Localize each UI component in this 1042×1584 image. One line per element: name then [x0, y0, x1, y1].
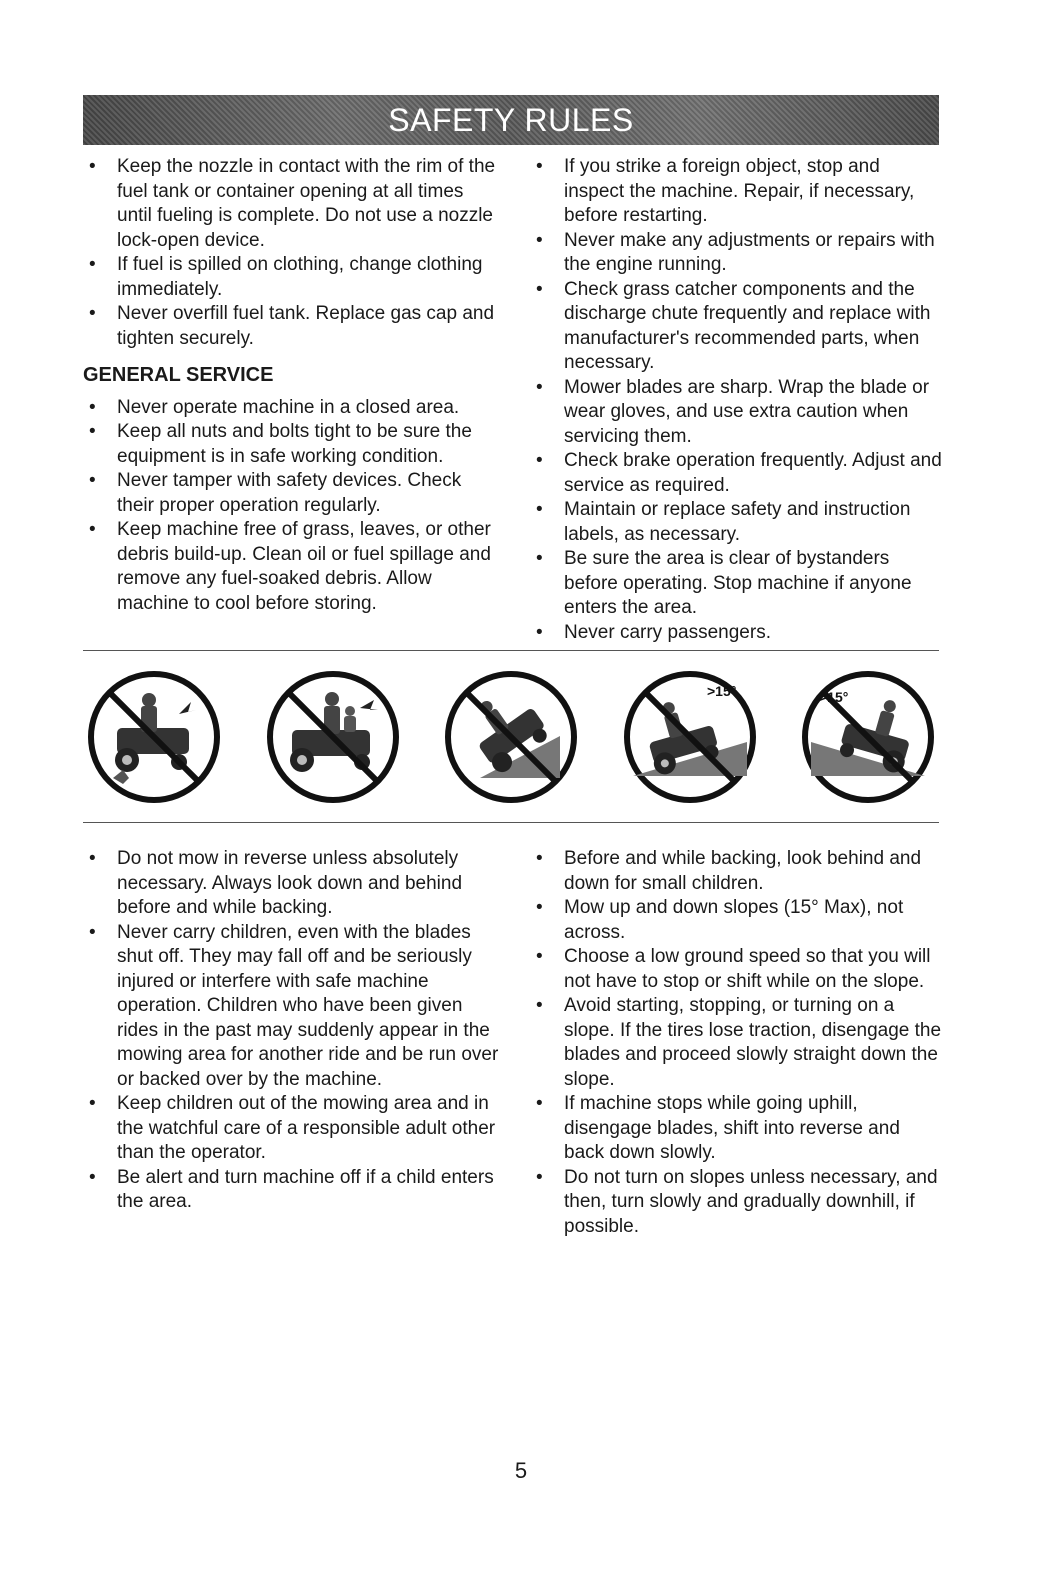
bullet: • — [89, 921, 96, 943]
list-item: • If you strike a foreign object, stop and inspect the machine. Repair, if necessary, before restarting. — [536, 156, 915, 226]
safety-rules-banner — [83, 95, 939, 145]
bullet: • — [536, 229, 543, 251]
divider-bottom — [83, 822, 939, 823]
slope-safety-list — [530, 847, 944, 1239]
banner-title: SAFETY RULES — [388, 101, 634, 138]
no-children-passengers-icon — [262, 666, 404, 808]
bullet: • — [89, 470, 96, 491]
bullet: • — [536, 995, 543, 1016]
bullet: • — [89, 1166, 96, 1188]
list-item: • Be sure the area is clear of bystanders before operating. Stop machine if anyone enters the area. — [536, 548, 912, 618]
slope-down-over-15-icon — [797, 666, 939, 808]
list-item: • Check grass catcher components and the discharge chute frequently and replace with manufacturer's recommended parts, when necessary. — [536, 278, 931, 373]
list-item: • If fuel is spilled on clothing, change clothing immediately. — [89, 254, 483, 300]
no-reverse-mowing-over-child-icon — [83, 666, 225, 808]
children-safety-list — [83, 847, 503, 1215]
bullet: • — [536, 1166, 543, 1188]
bullet: • — [89, 421, 96, 442]
bullet: • — [536, 897, 543, 918]
slope-up-over-15-icon — [619, 666, 761, 808]
bullet: • — [89, 519, 96, 540]
list-item: • Keep machine free of grass, leaves, or other debris build-up. Clean oil or fuel spillage and remove any fuel-soaked debris. Allow machine to cool before storing. — [89, 519, 491, 614]
bullet: • — [536, 946, 543, 967]
bullet: • — [536, 621, 543, 643]
list-item: • Do not turn on slopes unless necessary, and then, turn slowly and gradually downhill, if possible. — [536, 1166, 938, 1237]
angle-label: >15° — [706, 683, 736, 699]
list-item: • Mower blades are sharp. Wrap the blade or wear gloves, and use extra caution when servicing them. — [536, 376, 930, 447]
bullet: • — [89, 848, 96, 869]
list-item: • Keep children out of the mowing area and in the watchful care of a responsible adult other than the operator. — [89, 1093, 496, 1163]
bullet: • — [536, 376, 543, 398]
bullet: • — [89, 396, 96, 418]
left-column-top — [83, 155, 503, 616]
list-item: • Never make any adjustments or repairs with the engine running. — [536, 229, 935, 275]
angle-label: >15° — [819, 689, 849, 705]
divider-top — [83, 650, 939, 651]
bullet: • — [89, 1093, 96, 1114]
list-item: • Keep all nuts and bolts tight to be sure the equipment is in safe working condition. — [89, 421, 472, 467]
list-item: • Be alert and turn machine off if a child enters the area. — [89, 1166, 494, 1212]
list-item: • Never overfill fuel tank. Replace gas cap and tighten securely. — [89, 303, 495, 349]
list-item: • Never tamper with safety devices. Check their proper operation regularly. — [89, 470, 462, 516]
list-item: • Before and while backing, look behind and down for small children. — [536, 848, 922, 894]
bullet: • — [536, 1093, 543, 1114]
list-item: • Do not mow in reverse unless absolutely necessary. Always look down and behind before and while backing. — [89, 848, 463, 918]
list-item: • Maintain or replace safety and instruction labels, as necessary. — [536, 499, 911, 545]
list-item: • Avoid starting, stopping, or turning on a slope. If the tires lose traction, disengage the blades and proceed slowly straight down the slope. — [536, 995, 942, 1090]
general-service-heading: GENERAL SERVICE — [83, 364, 274, 386]
list-item: • Never carry passengers. — [530, 621, 944, 646]
list-item: • Choose a low ground speed so that you will not have to stop or shift while on the slope. — [536, 946, 931, 992]
right-column-top — [530, 155, 944, 645]
list-item: • Check brake operation frequently. Adjust and service as required. — [536, 450, 942, 496]
no-tipping-slope-icon — [440, 666, 582, 808]
bullet: • — [536, 848, 543, 869]
general-service-list — [83, 396, 503, 617]
bullet: • — [536, 548, 543, 569]
bullet: • — [89, 156, 96, 177]
list-item: • Never carry children, even with the blades shut off. They may fall off and be seriously injured or interfere with safe machine operation. Children who have been given rides in the past may suddenly appear in the mowing area for another ride and be run over or backed over by the machine. — [89, 921, 499, 1090]
list-item: • If machine stops while going uphill, disengage blades, shift into reverse and back down slowly. — [536, 1093, 900, 1163]
service-rules-list — [530, 155, 944, 645]
bullet: • — [536, 450, 543, 471]
left-column-bottom — [83, 847, 503, 1215]
bullet: • — [89, 254, 96, 275]
list-item: • Never operate machine in a closed area. — [83, 396, 503, 421]
list-item: • Keep the nozzle in contact with the rim of the fuel tank or container opening at all times until fueling is complete. Do not use a nozzle lock-open device. — [89, 156, 496, 251]
fueling-list — [83, 155, 503, 351]
bullet: • — [536, 499, 543, 520]
page-number: 5 — [514, 1458, 528, 1483]
bullet: • — [89, 303, 96, 324]
list-item: • Mow up and down slopes (15° Max), not across. — [536, 897, 904, 943]
right-column-bottom — [530, 847, 944, 1239]
bullet: • — [536, 278, 543, 300]
bullet: • — [536, 156, 543, 177]
warning-icons-row — [83, 666, 939, 808]
